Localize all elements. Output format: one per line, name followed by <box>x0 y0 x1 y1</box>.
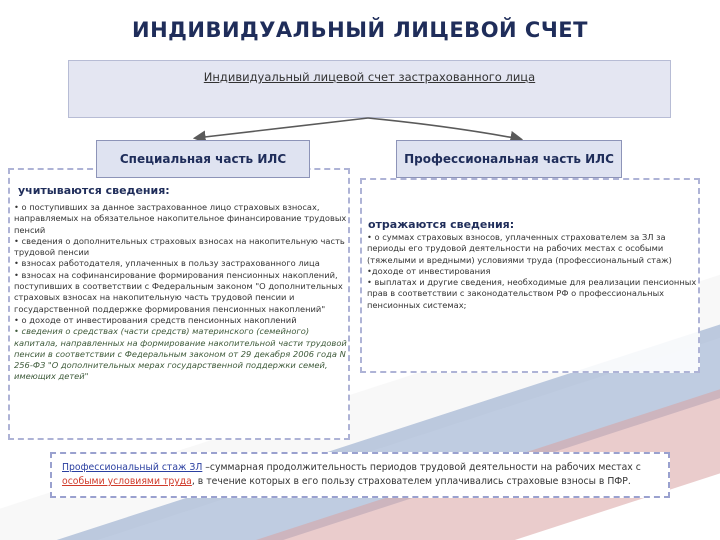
arrow-to-professional <box>368 118 520 139</box>
list-item: • сведения о дополнительных страховых взносах на накопительную часть трудовой пенсии <box>14 235 345 258</box>
special-items <box>14 202 348 383</box>
professional-sub-head: отражаются сведения: <box>368 218 515 231</box>
special-part-details <box>8 168 350 440</box>
list-item: • о поступивших за данное застрахованное лицо страховых взносах, направляемых на обязательное накопительное финансирование трудовых пенсий <box>14 202 347 235</box>
ils-root-label: Индивидуальный лицевой счет застрахованного лица <box>203 70 536 84</box>
term-professional-experience: Профессиональный стаж ЗЛ <box>62 462 203 473</box>
ils-root-box <box>68 60 671 118</box>
definition-text-1: –суммарная продолжительность периодов трудовой деятельности на рабочих местах с <box>202 462 641 473</box>
list-item-maternity-capital: • сведения о средствах (части средств) материнского (семейного) капитала, направленных на формирование накопительной части трудовой пенсии в соответствии с Федеральным законом от 29 декабря 2006 года N 256-ФЗ "О дополнительных мерах государственной поддержки семей, имеющих детей" <box>14 326 347 382</box>
list-item: • о доходе от инвестирования средств пенсионных накоплений <box>14 314 297 325</box>
definition-text-2: , в течение которых в его пользу страхователем уплачивались страховые взносы в ПФР. <box>191 476 631 487</box>
list-item: • взносах работодателя, уплаченных в пользу застрахованного лица <box>14 258 320 269</box>
list-item: •доходе от инвестирования <box>367 265 491 276</box>
special-sub-head: учитываются сведения: <box>18 184 170 197</box>
professional-part-details <box>360 178 700 373</box>
list-item: • о суммах страховых взносов, уплаченных страхователем за ЗЛ за периоды его трудовой деятельности на рабочих местах с особыми (тяжелыми и вредными) условиями труда (профессиональный стаж) <box>367 232 672 265</box>
professional-items <box>367 232 697 311</box>
professional-part-heading: Профессиональная часть ИЛС <box>396 140 622 178</box>
list-item: • взносах на софинансирование формирования пенсионных накоплений, поступивших в соответствии с Федеральным законом "О дополнительных страховых взносах на накопительную часть трудовой пенсии и государственной поддержке формирования пенсионных накоплений" <box>14 269 343 314</box>
professional-experience-note <box>50 452 670 498</box>
page-title: ИНДИВИДУАЛЬНЫЙ ЛИЦЕВОЙ СЧЕТ <box>132 18 588 42</box>
special-part-heading: Специальная часть ИЛС <box>96 140 310 178</box>
term-special-conditions: особыми условиями труда <box>62 476 192 487</box>
arrow-to-special <box>196 118 368 138</box>
list-item: • выплатах и другие сведения, необходимые для реализации пенсионных прав в соответствии с законодательством РФ о профессиональных пенсионных системах; <box>367 277 697 310</box>
